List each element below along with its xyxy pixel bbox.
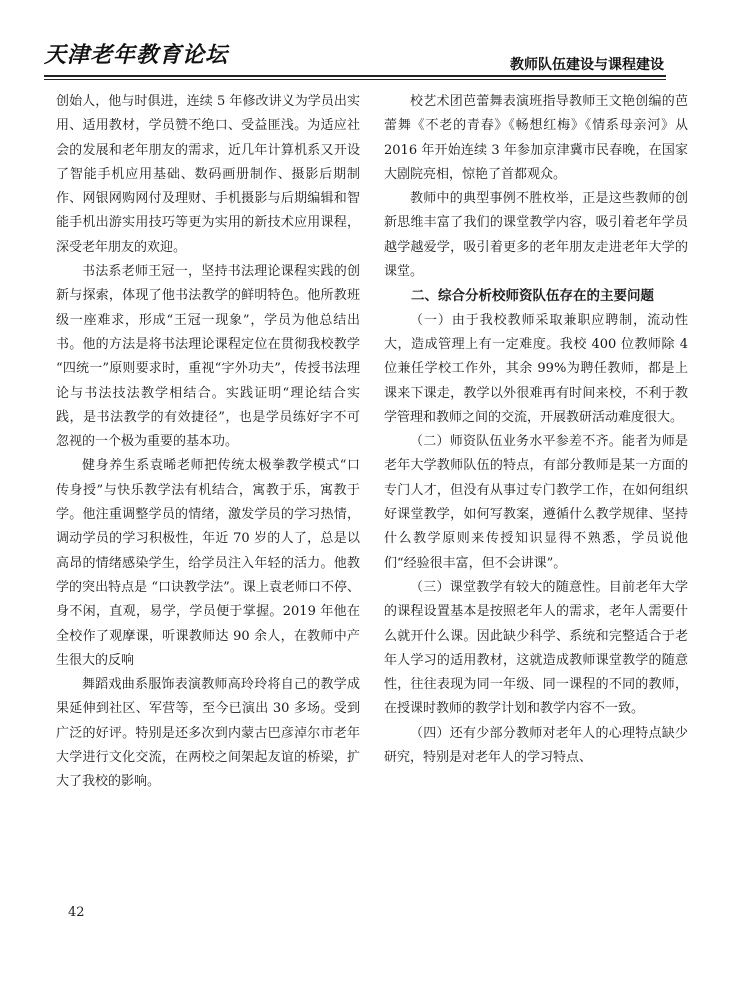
left-column — [56, 90, 360, 795]
header-rule-thin — [44, 79, 666, 80]
journal-masthead: 天津老年教育论坛 — [44, 42, 229, 68]
section-title: 教师队伍建设与课程建设 — [510, 57, 664, 73]
paragraph: （二）师资队伍业务水平参差不齐。能者为师是老年大学教师队伍的特点，有部分教师是某一方面的专门人才，但没有从事过专门教学工作，在如何组织好课堂教学，如何写教案，遵循什么教学规律、坚持什么教学原则来传授知识显得不熟悉，学员说他们“经验很丰富，但不会讲课”。 — [384, 434, 688, 571]
paragraph: 校艺术团芭蕾舞表演班指导教师王文艳创编的芭蕾舞《不老的青春》《畅想红梅》《情系母亲河》从 2016 年开始连续 3 年参加京津冀市民春晚，在国家大剧院亮相，惊艳了首都观众。 — [384, 94, 688, 182]
section-heading: 二、综合分析校师资队伍存在的主要问题 — [411, 288, 654, 305]
paragraph: （四）还有少部分教师对老年人的心理特点缺少研究，特别是对老年人的学习特点、 — [384, 725, 688, 766]
paragraph: （一）由于我校教师采取兼职应聘制，流动性大，造成管理上有一定难度。我校 400 位教师除 4 位兼任学校工作外，其余 99%为聘任教师，都是上课来下课走，教学以外很难再有时间来校，不利于教学管理和教师之间的交流，开展教研活动难度很大。 — [384, 312, 688, 425]
page-number: 42 — [68, 905, 85, 920]
paragraph: 创始人，他与时俱进，连续 5 年修改讲义为学员出实用、适用教材，学员赞不绝口、受益匪浅。为适应社会的发展和老年朋友的需求，近几年计算机系又开设了智能手机应用基础、数码画册制作、摄影后期制作、网银网购网付及理财、手机摄影与后期编辑和智能手机出游实用技巧等更为实用的新技术应用课程，深受老年朋友的欢迎。 — [56, 94, 360, 255]
right-column — [384, 90, 688, 770]
paragraph: 舞蹈戏曲系服饰表演教师高玲玲将自己的教学成果延伸到社区、军营等，至今已演出 30 多场。受到广泛的好评。特别是还多次到内蒙古巴彦淖尔市老年大学进行文化交流，在两校之间架起友谊的桥梁，扩大了我校的影响。 — [56, 677, 360, 790]
header-rule — [44, 75, 666, 77]
paragraph: （三）课堂教学有较大的随意性。目前老年大学的课程设置基本是按照老年人的需求，老年人需要什么就开什么课。因此缺少科学、系统和完整适合于老年人学习的适用教材，这就造成教师课堂教学的随意性，往往表现为同一年级、同一课程的不同的教师，在授课时教师的教学计划和教学内容不一致。 — [384, 579, 688, 717]
paragraph: 书法系老师王冠一，坚持书法理论课程实践的创新与探索，体现了他书法教学的鲜明特色。他所教班级一座难求，形成“王冠一现象”，学员为他总结出书。他的方法是将书法理论课程定位在贯彻我校教学 “四统一”原则要求时，重视“字外功夫”，传授书法理论与书法技法教学相结合。实践证明“理论结合实践，是书法教学的有效捷径”，也是学员练好字不可忽视的一个极为重要的基本功。 — [56, 264, 360, 450]
paragraph: 教师中的典型事例不胜枚举，正是这些教师的创新思维丰富了我们的课堂教学内容，吸引着老年学员越学越爱学，吸引着更多的老年朋友走进老年大学的课堂。 — [384, 191, 688, 280]
paragraph: 健身养生系袁晞老师把传统太极拳教学模式“口传身授”与快乐教学法有机结合，寓教于乐，寓教于学。他注重调整学员的情绪，激发学员的学习热情，调动学员的学习积极性，年近 70 岁的人了，总是以高昂的情绪感染学生，给学员注入年轻的活力。他教学的突出特点是 “口诀教学法”。课上袁老师口不停、身不闲，直观，易学，学员便于掌握。2019 年他在全校作了观摩课，听课教师达 90 余人，在教师中产生很大的反响 — [56, 458, 360, 668]
